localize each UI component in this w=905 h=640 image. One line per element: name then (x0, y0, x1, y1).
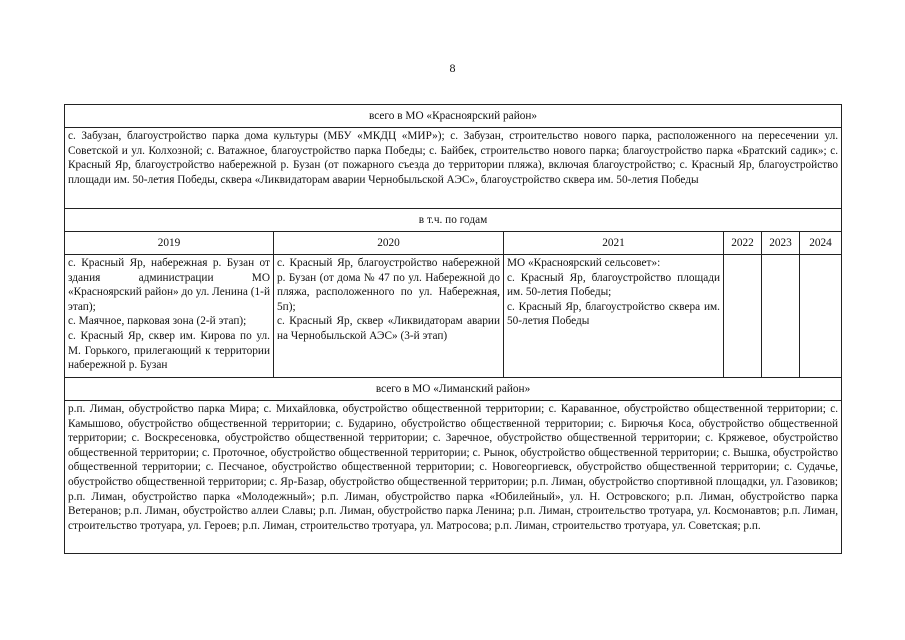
year-2021-cell (504, 255, 724, 378)
section-header-limansky: всего в МО «Лиманский район» (65, 378, 842, 401)
by-years-row (65, 209, 842, 232)
year-2021-item: с. Красный Яр, благоустройство сквера им. 50-летия Победы (507, 300, 720, 328)
year-2024-cell (800, 255, 842, 378)
year-2019-cell (65, 255, 274, 378)
year-2024-header: 2024 (800, 232, 842, 255)
year-2023-header: 2023 (762, 232, 800, 255)
year-2022-cell (724, 255, 762, 378)
year-2020-item: с. Красный Яр, благоустройство набережной р. Бузан (от дома № 47 по ул. Набережной до пляжа, расположенного по ул. Набережная, 5п); (277, 257, 500, 313)
year-2019-item: с. Маячное, парковая зона (2-й этап); (68, 315, 247, 328)
section-text-row (65, 401, 842, 554)
year-content-row (65, 255, 842, 378)
page-number: 8 (449, 61, 456, 75)
year-2019-item: с. Красный Яр, набережная р. Бузан от здания администрации МО «Красноярский район» до ул. Ленина (1-й этап); (68, 257, 270, 313)
year-2020-header: 2020 (274, 232, 504, 255)
year-header-row (65, 232, 842, 255)
year-2019-header: 2019 (65, 232, 274, 255)
year-2021-item: с. Красный Яр, благоустройство площади им. 50-летия Победы; (507, 271, 720, 299)
year-2023-cell (762, 255, 800, 378)
section-header-krasnoyarsky: всего в МО «Красноярский район» (65, 105, 842, 128)
year-2020-item: с. Красный Яр, сквер «Ликвидаторам аварии на Чернобыльской АЭС» (3-й этап) (277, 315, 500, 342)
section-text-limansky: р.п. Лиман, обустройство парка Мира; с. Михайловка, обустройство общественной территории; с. Караванное, обустройство общественной территории; с. Камышово, обустройство общественной территории; с. Бударино, обустройство общественной территории; с. Бирючья Коса, обустройство общественной территории; с. Воскресеновка, обустройство общественной территории; с. Заречное, обустройство общественной территории; с. Кряжевое, обустройство общественной территории; с. Проточное, обустройство общественной территории; с. Рынок, обустройство общественной территории; с. Вышка, обустройство общественной территории; с. Песчаное, обустройство общественной территории; с. Новогеоргиевск, обустройство общественной территории; с. Судачье, обустройство общественной территории; с. Яр-Базар, обустройство общественной территории; р.п. Лиман, обустройство спортивной площадки, ул. Газовиков; р.п. Лиман, обустройство парка «Молодежный»; р.п. Лиман, обустройство парка «Юбилейный», ул. Н. Островского; р.п. Лиман, обустройство парка Ветеранов; р.п. Лиман, обустройство аллеи Славы; р.п. Лиман, обустройство парка Ленина; р.п. Лиман, строительство тротуара, ул. Космонавтов; р.п. Лиман, строительство тротуара, ул. Героев; р.п. Лиман, строительство тротуара, ул. Матросова; р.п. Лиман, строительство тротуара, ул. Советская; р.п. (65, 401, 842, 554)
year-2021-item: МО «Красноярский сельсовет»: (507, 257, 661, 269)
year-2021-header: 2021 (504, 232, 724, 255)
program-table (64, 104, 842, 554)
year-2020-cell (274, 255, 504, 378)
section-header-row (65, 378, 842, 401)
section-text-row (65, 128, 842, 209)
year-2022-header: 2022 (724, 232, 762, 255)
year-2019-item: с. Красный Яр, сквер им. Кирова по ул. М. Горького, прилегающий к территории набережной р. Бузан (68, 329, 270, 372)
section-text-krasnoyarsky: с. Забузан, благоустройство парка дома культуры (МБУ «МКДЦ «МИР»); с. Забузан, строительство нового парка, расположенного на пересечении ул. Советской и ул. Колхозной; с. Ватажное, благоустройство парка Победы; с. Байбек, строительство нового парка; благоустройство парка «Братский садик»; с. Красный Яр, благоустройство набережной р. Бузан (от пожарного съезда до территории пляжа), включая благоустройство; с. Красный Яр, благоустройство площади им. 50-летия Победы, сквера «Ликвидаторам аварии Чернобыльской АЭС», благоустройство сквера им. 50-летия Победы (65, 128, 842, 209)
by-years-label: в т.ч. по годам (65, 209, 842, 232)
section-header-row (65, 105, 842, 128)
